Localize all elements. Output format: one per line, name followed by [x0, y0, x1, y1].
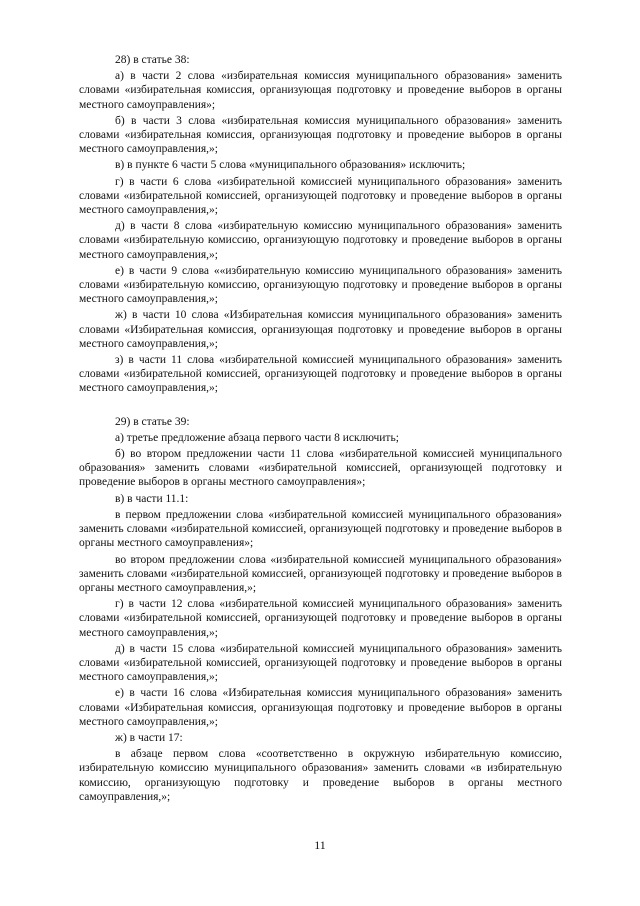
section-29-item-zh-first-paragraph: в абзаце первом слова «соответственно в окружную избирательную комиссию, избирательную комиссию муниципального образования» заменить словами «в избирательную комиссию, организующую подготовку и проведение выборов в органы местного самоуправления,»;	[79, 748, 562, 803]
section-28-item-z: з) в части 11 слова «избирательной комиссией муниципального образования» заменить словами «избирательной комиссией, организующей подготовку и проведение выборов в органы местного самоуправления,»;	[79, 354, 562, 395]
section-29-item-d: д) в части 15 слова «избирательной комиссией муниципального образования» заменить словами «избирательной комиссией, организующей подготовку и проведение выборов в органы местного самоуправления,»;	[79, 642, 562, 684]
section-28-item-b: б) в части 3 слова «избирательная комиссия муниципального образования» заменить словами «избирательная комиссия, организующая подготовку и проведение выборов в органы местного самоуправления,»;	[79, 114, 562, 156]
section-28-item-e: е) в части 9 слова ««избирательную комиссию муниципального образования» заменить словами «избирательную комиссию, организующую подготовку и проведение выборов в органы местного самоуправления,»;	[79, 264, 562, 306]
page-number: 11	[314, 838, 326, 852]
section-29-item-e: е) в части 16 слова «Избирательная комиссия муниципального образования» заменить словами «Избирательная комиссия, организующая подготовку и проведение выборов в органы местного самоуправления,»;	[79, 687, 562, 728]
section-29-item-b: б) во втором предложении части 11 слова «избирательной комиссией муниципального образования» заменить словами «избирательной комиссией, организующей подготовку и проведение выборов в органы местного самоуправления»;	[79, 448, 562, 489]
section-29-item-v-first-sentence: в первом предложении слова «избирательной комиссией муниципального образования» заменить словами «избирательной комиссией, организующей подготовку и проведение выборов в органы местного самоуправления»;	[79, 508, 562, 550]
section-28-item-a: а) в части 2 слова «избирательная комиссия муниципального образования» заменить словами «избирательная комиссия, организующая подготовку и проведение выборов в органы местного самоуправления»;	[79, 70, 562, 111]
document-body	[79, 51, 562, 804]
section-29-item-a: а) третье предложение абзаца первого части 8 исключить;	[115, 431, 399, 444]
section-29-item-g: г) в части 12 слова «избирательной комиссией муниципального образования» заменить словами «избирательной комиссией, организующей подготовку и проведение выборов в органы местного самоуправления,»;	[79, 598, 562, 639]
section-28-item-v: в) в пункте 6 части 5 слова «муниципального образования» исключить;	[115, 159, 466, 172]
section-28-item-g: г) в части 6 слова «избирательной комиссией муниципального образования» заменить словами «избирательной комиссией, организующей подготовку и проведение выборов в органы местного самоуправления,»;	[79, 175, 562, 217]
section-28-heading: 28) в статье 38:	[115, 54, 190, 66]
section-28-item-d: д) в части 8 слова «избирательную комиссию муниципального образования» заменить словами «избирательную комиссию, организующую подготовку и проведение выборов в органы местного самоуправления,»;	[79, 220, 562, 261]
section-29-item-v: в) в части 11.1:	[115, 492, 189, 505]
section-29-heading: 29) в статье 39:	[115, 415, 190, 428]
section-29-item-v-second-sentence: во втором предложении слова «избирательной комиссией муниципального образования» заменить словами «избирательной комиссией, организующей подготовку и проведение выборов в органы местного самоуправления,»;	[79, 553, 562, 594]
section-29-item-zh: ж) в части 17:	[115, 731, 183, 744]
section-28-item-zh: ж) в части 10 слова «Избирательная комиссия муниципального образования» заменить словами «Избирательная комиссия, организующая подготовку и проведение выборов в органы местного самоуправления,»;	[79, 309, 562, 350]
